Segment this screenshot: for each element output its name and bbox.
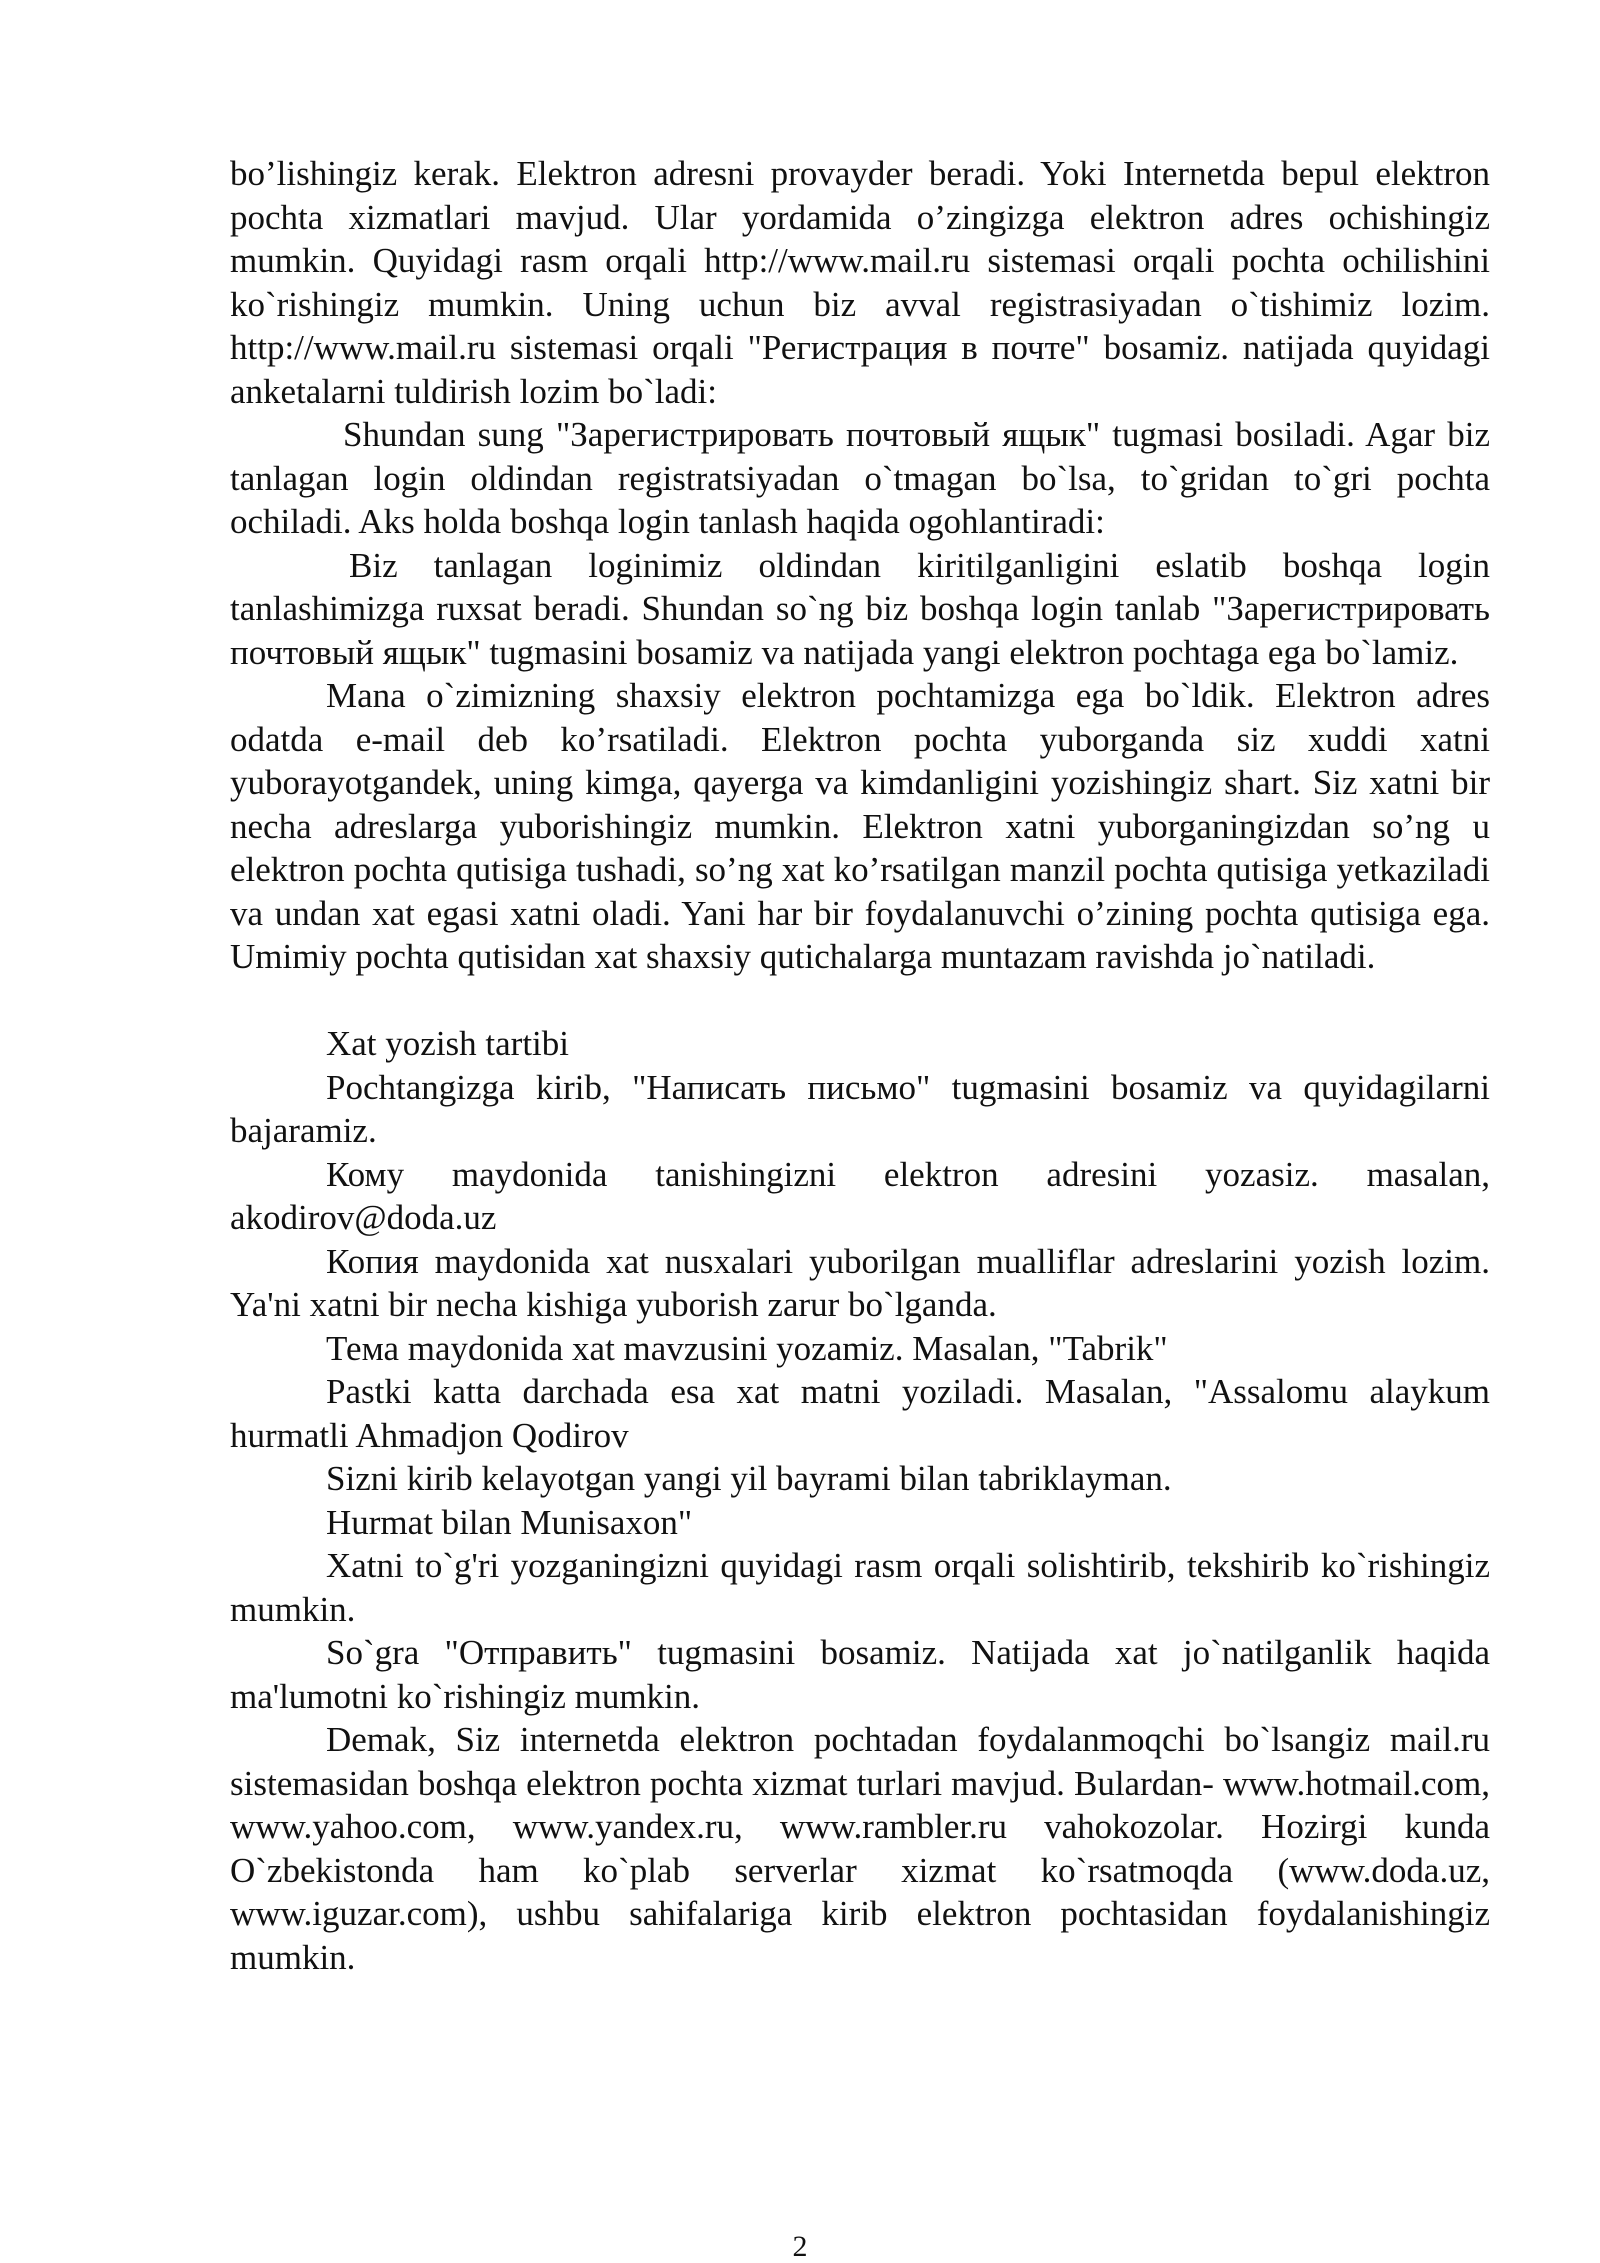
paragraph-check-letter: Xatni to`g'ri yozganingizni quyidagi rasm orqali solishtirib, tekshirib ko`rishingiz mumkin. xyxy=(230,1546,1490,1629)
paragraph-subject-field: Тема maydonida xat mavzusini yozamiz. Masalan, "Tabrik" xyxy=(326,1328,1168,1368)
paragraph-body-field: Pastki katta darchada esa xat matni yoziladi. Masalan, "Assalomu alaykum hurmatli Ahmadjon Qodirov xyxy=(230,1372,1490,1455)
page-number: 2 xyxy=(792,2230,808,2263)
paragraph-register-button: Shundan sung "Зарегистрировать почтовый ящык" tugmasi bosiladi. Agar biz tanlagan login oldindan registratsiyadan o`tmagan bo`lsa, to`gridan to`gri pochta ochiladi. Aks holda boshqa login tanlash haqida ogohlantiradi: xyxy=(230,415,1490,541)
paragraph-letter-greeting: Sizni kirib kelayotgan yangi yil bayrami bilan tabriklayman. xyxy=(326,1459,1172,1498)
paragraph-gap xyxy=(230,979,1490,1023)
paragraph-other-services: Demak, Siz internetda elektron pochtadan foydalanmoqchi bo`lsangiz mail.ru sistemasidan boshqa elektron pochta xizmat turlari mavjud. Bulardan- www.hotmail.com, www.yahoo.com, www.yandex.ru, www.rambler.ru vahokozolar. Hozirgi kunda O`zbekistonda ham ko`plab serverlar xizmat ko`rsatmoqda (www.doda.uz, www.iguzar.com), ushbu sahifalariga kirib elektron pochtasidan foydalanishingiz mumkin. xyxy=(230,1720,1490,1977)
paragraph-to-field: Кому maydonida tanishingizni elektron adresini yozasiz. masalan, akodirov@doda.uz xyxy=(230,1154,1490,1237)
paragraph-copy-field: Копия maydonida xat nusxalari yuborilgan mualliflar adreslarini yozish lozim. Ya'ni xatni bir necha kishiga yuborish zarur bo`lganda. xyxy=(230,1241,1490,1324)
paragraph-personal-mailbox: Mana o`zimizning shaxsiy elektron pochtamizga ega bo`ldik. Elektron adres odatda e-mail deb ko’rsatiladi. Elektron pochta yuborganda siz xuddi xatni yuborayotgandek, uning kimga, qayerga va kimdanligini yozishingiz shart. Siz xatni bir necha adreslarga yuborishingiz mumkin. Elektron xatni yuborganingizdan so’ng u elektron pochta qutisiga tushadi, so’ng xat ko’rsatilgan manzil pochta qutisiga yetkaziladi va undan xat egasi xatni oladi. Yani har bir foydalanuvchi o’zining pochta qutisiga ega. Umimiy pochta qutisidan xat shaxsiy qutichalarga muntazam ravishda jo`natiladi. xyxy=(230,676,1490,976)
page-body xyxy=(230,152,1490,1979)
paragraph-write-letter: Pochtangizga kirib, "Написать письмо" tugmasini bosamiz va quyidagilarni bajaramiz. xyxy=(230,1067,1490,1150)
paragraph-email-address: bo’lishingiz kerak. Elektron adresni provayder beradi. Yoki Internetda bepul elektron pochta xizmatlari mavjud. Ular yordamida o’zingizga elektron adres ochishingiz mumkin. Quyidagi rasm orqali http://www.mail.ru sistemasi orqali pochta ochilishini ko`rishingiz mumkin. Uning uchun biz avval registrasiyadan o`tishimiz lozim. http://www.mail.ru sistemasi orqali "Регистрация в почте" bosamiz. natijada quyidagi anketalarni tuldirish lozim bo`ladi: xyxy=(230,154,1490,411)
paragraph-login-taken: Biz tanlagan loginimiz oldindan kiritilganligini eslatib boshqa login tanlashimizga ruxsat beradi. Shundan so`ng biz boshqa login tanlab "Зарегистрировать почтовый ящык" tugmasini bosamiz va natijada yangi elektron pochtaga ega bo`lamiz. xyxy=(230,545,1490,672)
section-heading: Xat yozish tartibi xyxy=(326,1024,570,1063)
paragraph-send-button: So`gra "Отправить" tugmasini bosamiz. Natijada xat jo`natilganlik haqida ma'lumotni ko`rishingiz mumkin. xyxy=(230,1633,1490,1716)
paragraph-letter-signature: Hurmat bilan Munisaxon" xyxy=(326,1502,693,1542)
